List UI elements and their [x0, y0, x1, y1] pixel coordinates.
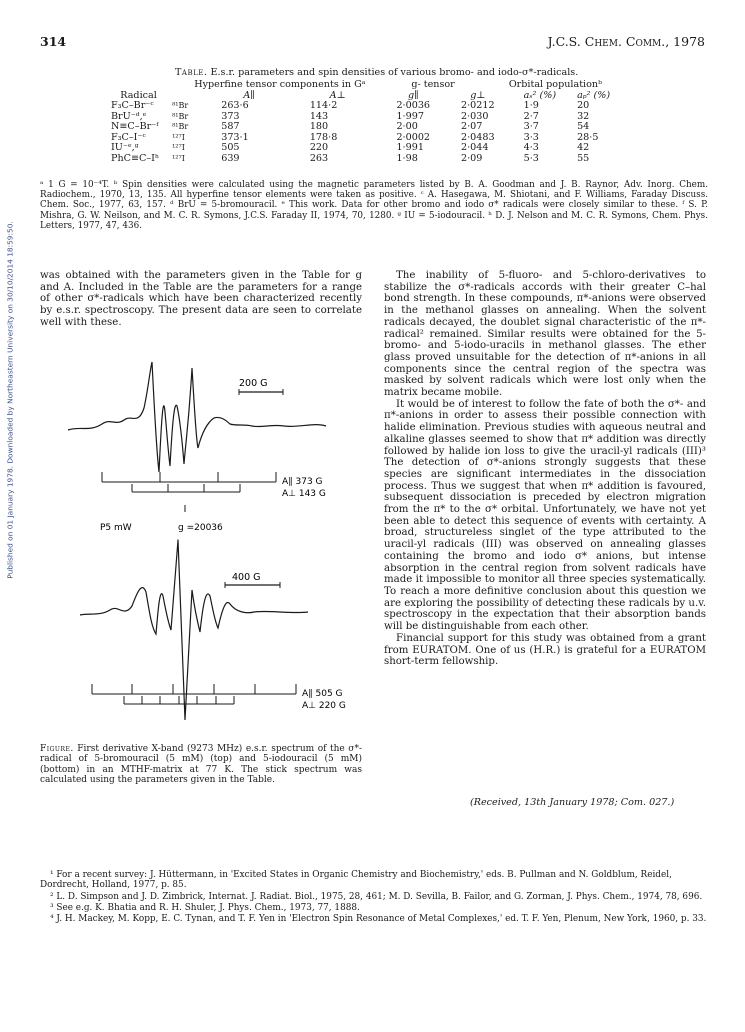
table-cell-nucleus: ⁸¹Br: [172, 111, 189, 121]
bromouracil-spectrum: [68, 362, 326, 472]
bottom-a-par-label: A∥ 505 G: [302, 689, 343, 699]
table-cell-as: 5·3: [523, 152, 539, 164]
reference-4: ⁴ J. H. Mackey, M. Kopp, E. C. Tynan, and T. F. Yen in 'Electron Spin Resonance of Metal Complexes,' ed. T. F. Yen, Plenum, New York, 1960, p. 33.: [50, 914, 707, 925]
iodouracil-spectrum: [80, 540, 308, 720]
page-number: 314: [40, 34, 67, 49]
table-cell-ap: 20: [577, 100, 590, 111]
top-a-par-label: A∥ 373 G: [282, 477, 323, 487]
table-cell-a-par: 587: [221, 121, 240, 132]
table-cell-g-par: 2·0002: [396, 131, 431, 143]
left-column: [40, 270, 362, 329]
table-cell-radical: F₃C–I⁻ᶜ: [111, 131, 146, 143]
table-cell-a-par: 263·6: [221, 100, 249, 111]
g-tensor-group-header: g- tensor: [411, 79, 455, 90]
scale-label-400g: 400 G: [232, 572, 261, 583]
microwave-power-label: P5 mW: [100, 523, 132, 533]
table-cell-as: 2·7: [523, 110, 539, 122]
references: [40, 870, 708, 925]
reference-3: ³ See e.g. K. Bhatia and R. H. Shuler, J. Phys. Chem., 1973, 77, 1888.: [50, 902, 360, 913]
received-note: (Received, 13th January 1978; Com. 027.): [470, 797, 675, 808]
g-perp-col-header: g⊥: [470, 89, 486, 101]
table-cell-a-par: 639: [221, 152, 240, 164]
table-cell-radical: BrU⁻ᵈ,ᵉ: [111, 110, 147, 122]
g-value-label: g =20036: [178, 523, 223, 533]
hyperfine-group-header: Hyperfine tensor components in Gᵃ: [194, 79, 366, 90]
table-cell-a-perp: 180: [309, 121, 329, 132]
orbital-group-header: Orbital populationᵇ: [508, 79, 602, 90]
table-cell-a-perp: 220: [309, 142, 329, 153]
reference-2: ² L. D. Simpson and J. D. Zimbrick, Internat. J. Radiat. Biol., 1975, 28, 461; M. D. Sevilla, B. Failor, and G. Zorman, J. Phys. Chem., 1974, 78, 696.: [50, 891, 703, 902]
download-watermark-text: Published on 01 January 1978. Downloaded by Northeastern University on 30/10/2014 18:59:50.: [5, 221, 15, 579]
table-cell-ap: 28·5: [577, 131, 599, 143]
table-cell-a-par: 373·1: [221, 131, 249, 143]
table-cell-g-perp: 2·044: [461, 142, 489, 153]
table-cell-a-perp: 178·8: [309, 131, 338, 143]
journal-header: J.C.S. Chem. Comm., 1978: [547, 34, 705, 49]
g-par-col-header: g∥: [407, 89, 419, 101]
table-cell-a-perp: 143: [309, 110, 329, 122]
table-cell-as: 1·9: [523, 100, 539, 111]
ap-col-header: aₚ² (%): [577, 89, 611, 101]
table-cell-g-par: 1·98: [396, 152, 418, 164]
a-perp-col-header: A⊥: [329, 89, 346, 101]
esr-parameters-table: [108, 80, 613, 164]
table-cell-nucleus: ¹²⁷I: [172, 143, 185, 152]
table-cell-nucleus: ¹²⁷I: [172, 153, 185, 163]
table-cell-nucleus: ⁸¹Br: [172, 122, 189, 131]
right-paragraph-3: Financial support for this study was obtained from a grant from EURATOM. One of us (H.R.) is grateful for a EURATOM short-term fellowship.: [384, 632, 706, 668]
table-caption: [175, 67, 578, 78]
iodouracil-stick-spectrum: [92, 684, 296, 704]
download-watermark: [2, 120, 18, 680]
table-cell-as: 3·7: [523, 121, 539, 132]
table-cell-a-par: 505: [221, 142, 240, 153]
esr-spectra-figure: [40, 360, 362, 740]
table-cell-ap: 42: [577, 142, 590, 153]
right-paragraph-2: It would be of interest to follow the fate of both the σ*- and π*-anions in order to assess their possible connection with halide elimination. Previous studies with aqueous neutral and alkaline glasses seemed to show that π* addition was directly followed by halide ion loss to give the uracil-yl radicals (III)³ The detection of σ*-anions strongly suggests that these species are significant intermediates in the dissociation process. Thus we suggest that when π* addition is favoured, subsequent dissociation is preceded by electron migration from the π* to the σ* orbital. Unfortunately, we have not yet been able to detect this sequence of events with certainty. A broad, structureless singlet of the type attributed to the uracil-yl radicals (III) was observed on annealing glasses containing the bromo and iodo σ* anions, but intense absorption in the central region from solvent radicals have made it impossible to monitor all three species systematically. To reach a more definitive conclusion about this question we are exploring the possibility of detecting these radicals by u.v. spectroscopy in the expectation that their absorption bands will be distinguishable from each other.: [384, 398, 706, 633]
table-cell-g-par: 1·991: [396, 142, 424, 153]
table-footnotes: ᵃ 1 G = 10⁻⁴T. ᵇ Spin densities were calculated using the magnetic parameters listed by B. A. Goodman and J. B. Raynor, Adv. Inorg. Chem. Radiochem., 1970, 13, 135. All hyperfine tensor elements were taken as positive. ᶜ A. Hasegawa, M. Shiotani, and F. Williams, Faraday Discuss. Chem. Soc., 1977, 63, 157. ᵈ BrU = 5-bromouracil. ᵉ This work. Data for other bromo and iodo σ* radicals were closely similar to these. ᶠ S. P. Mishra, G. W. Neilson, and M. C. R. Symons, J.C.S. Faraday II, 1974, 70, 1280. ᵍ IU = 5-iodouracil. ʰ D. J. Nelson and M. C. R. Symons, Chem. Phys. Letters, 1977, 47, 436.: [40, 180, 708, 231]
table-row: [108, 122, 613, 133]
figure-caption: [40, 744, 362, 786]
left-paragraph-1: was obtained with the parameters given in the Table for g and A. Included in the Table are the parameters for a range of other σ*-radicals which have been characterized recently by e.s.r. spectroscopy. The present data are seen to correlate well with these.: [40, 270, 362, 328]
bromouracil-stick-spectrum: [102, 472, 276, 512]
a-par-col-header: A∥: [243, 89, 255, 101]
table-caption-text: E.s.r. parameters and spin densities of various bromo- and iodo-σ*-radicals.: [210, 67, 579, 78]
table-cell-ap: 55: [577, 152, 590, 164]
table-row: [108, 101, 613, 112]
table-cell-radical: F₃C–Br⁻ᶜ: [111, 100, 154, 111]
table-row: [108, 154, 613, 165]
table-cell-g-par: 1·997: [396, 110, 424, 122]
figure-caption-text: First derivative X-band (9273 MHz) e.s.r. spectrum of the σ*-radical of 5-bromouracil (5 mM) (top) and 5-iodouracil (5 mM) (bottom) in an MTHF-matrix at 77 K. The stick spectrum was calculated using the parameters given in the Table.: [40, 744, 362, 786]
table-cell-g-par: 2·00: [396, 121, 418, 132]
table-cell-g-perp: 2·0483: [461, 131, 495, 143]
table-cell-nucleus: ¹²⁷I: [172, 132, 185, 142]
right-column: [384, 270, 706, 668]
radical-col-header: Radical: [120, 89, 157, 101]
table-cell-radical: IU⁻ᵉ,ᵍ: [111, 142, 139, 153]
table-cell-radical: N≡C–Br⁻ᶠ: [111, 121, 159, 132]
table-cell-radical: PhC≡C–Iʰ: [111, 152, 160, 164]
table-caption-label: Table.: [175, 67, 208, 78]
table-cell-ap: 32: [577, 110, 590, 122]
scale-label-200g: 200 G: [239, 378, 268, 389]
reference-1: ¹ For a recent survey: J. Hüttermann, in 'Excited States in Organic Chemistry and Biochemistry,' eds. B. Pullman and N. Goldblum, Reidel, Dordrecht, Holland, 1977, p. 85.: [40, 870, 672, 891]
table-cell-nucleus: ⁸¹Br: [172, 101, 189, 110]
table-cell-g-par: 2·0036: [396, 100, 431, 111]
as-col-header: aₛ² (%): [523, 89, 557, 101]
table-cell-as: 4·3: [523, 142, 539, 153]
table-cell-g-perp: 2·07: [461, 121, 483, 132]
top-a-perp-label: A⊥ 143 G: [282, 489, 326, 499]
table-cell-ap: 54: [577, 121, 590, 132]
table-cell-as: 3·3: [523, 131, 539, 143]
table-cell-g-perp: 2·0212: [461, 100, 495, 111]
table-cell-a-perp: 114·2: [309, 100, 338, 111]
table-cell-g-perp: 2·09: [461, 152, 483, 164]
table-cell-a-par: 373: [221, 110, 240, 122]
bottom-a-perp-label: A⊥ 220 G: [302, 701, 346, 711]
table-cell-g-perp: 2·030: [461, 110, 489, 122]
right-paragraph-1: The inability of 5-fluoro- and 5-chloro-derivatives to stabilize the σ*-radicals accords with their greater C–hal bond strength. In these compounds, π*-anions were observed in the methanol glasses on annealing. When the solvent radicals decayed, the doublet signal characteristic of the π*-radical² remained. Similar results were obtained for the 5-bromo- and 5-iodo-uracils in methanol glasses. The ether glass proved unsuitable for the detection of π*-anions in all components since the central region of the spectra was masked by solvent radicals which were lost only when the matrix became mobile.: [384, 270, 706, 399]
table-row: [108, 143, 613, 154]
table-cell-a-perp: 263: [309, 152, 329, 164]
figure-caption-label: Figure.: [40, 744, 74, 754]
